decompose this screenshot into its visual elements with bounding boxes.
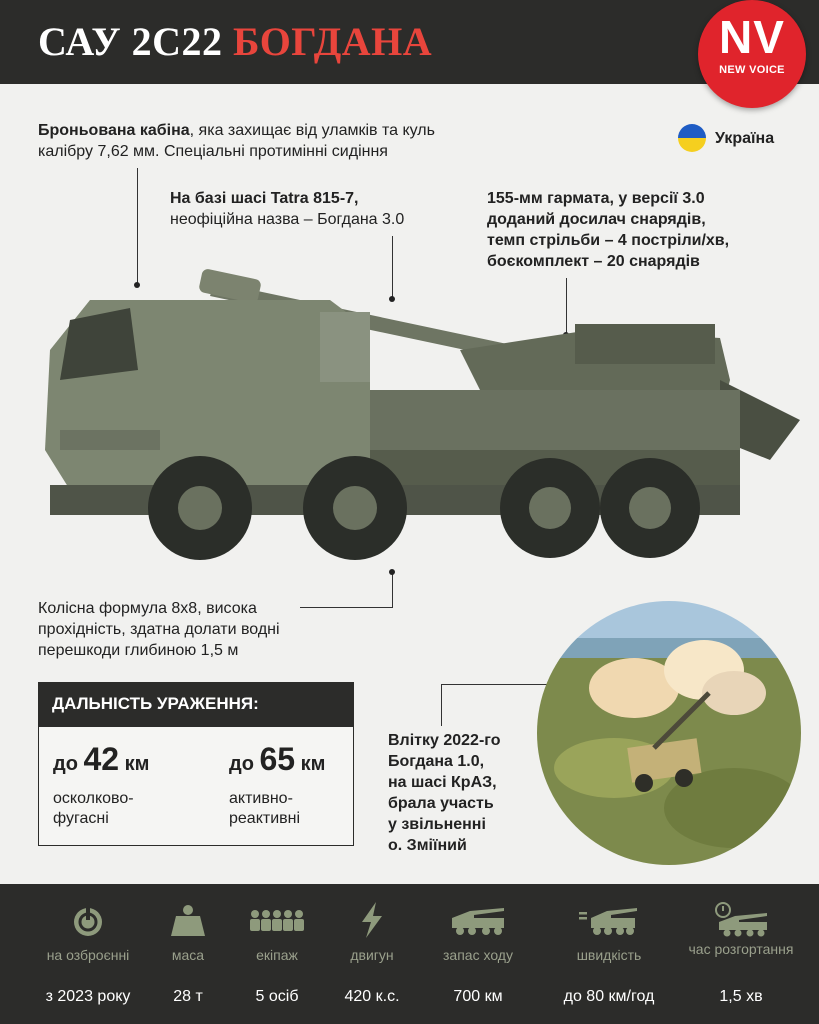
- gun-line1: 155-мм гармата, у версії 3.0: [487, 190, 705, 207]
- callout-cabin: [38, 120, 508, 162]
- header-bar: [0, 0, 819, 84]
- range-rap-value: 65: [259, 741, 296, 777]
- nv-logo[interactable]: [698, 0, 806, 108]
- page-title: [38, 18, 432, 65]
- callout-wheels: [38, 598, 328, 661]
- crew-icon: [247, 902, 307, 938]
- ukraine-flag-icon: [678, 124, 706, 152]
- spec-value: 1,5 хв: [719, 988, 763, 1005]
- range-hef-desc1: осколково-: [53, 790, 134, 807]
- lightning-icon: [342, 902, 402, 938]
- spec-value: до 80 км/год: [563, 988, 655, 1005]
- history-leader-line: [441, 684, 442, 726]
- spec-value: 700 км: [453, 988, 503, 1005]
- title-model: САУ 2С22: [38, 19, 223, 64]
- howitzer-vehicle-image: [30, 260, 800, 580]
- history-line2: Богдана 1.0,: [388, 753, 485, 770]
- power-icon: [58, 902, 118, 938]
- title-name: БОГДАНА: [233, 19, 433, 64]
- gun-line2: доданий досилач снарядів,: [487, 211, 706, 228]
- range-rap-unit: км: [300, 753, 326, 775]
- weight-icon: [158, 902, 218, 938]
- vehicle-icon: [448, 902, 508, 938]
- logo-sub-text: NEW VOICE: [719, 64, 785, 76]
- country-label: Україна: [715, 130, 775, 147]
- spec-label: час розгортання: [688, 941, 794, 957]
- range-rap-desc2: реактивні: [229, 810, 301, 827]
- range-rap-desc1: активно-: [229, 790, 293, 807]
- spec-value: 28 т: [173, 988, 203, 1005]
- spec-label: екіпаж: [256, 947, 298, 963]
- callout-history: [388, 730, 548, 856]
- wheels-line3: перешкоди глибиною 1,5 м: [38, 642, 239, 659]
- specs-footer: [0, 884, 819, 1024]
- spec-label: запас ходу: [443, 947, 513, 963]
- range-hef-value: 42: [83, 741, 120, 777]
- callout-chassis: [170, 188, 470, 230]
- cabin-rest: , яка захищає від уламків та куль: [189, 122, 435, 139]
- spec-value: 420 к.с.: [344, 988, 400, 1005]
- speed-vehicle-icon: [579, 902, 639, 938]
- cabin-bold: Броньована кабіна: [38, 122, 190, 139]
- timer-vehicle-icon: [711, 902, 771, 938]
- range-hef-prefix: до: [53, 753, 78, 775]
- gun-line3: темп стрільби – 4 постріли/хв,: [487, 232, 730, 249]
- range-hef-desc2: фугасні: [53, 810, 109, 827]
- logo-main-text: NV: [719, 11, 785, 63]
- range-rap: [229, 741, 325, 778]
- spec-value: 5 осіб: [255, 988, 299, 1005]
- history-line1: Влітку 2022-го: [388, 732, 501, 749]
- history-line5: у звільненні: [388, 816, 486, 833]
- history-line4: брала участь: [388, 795, 494, 812]
- range-hef: [53, 741, 149, 778]
- cabin-line2: калібру 7,62 мм. Спеціальні протимінні сидіння: [38, 143, 388, 160]
- history-line3: на шасі КрАЗ,: [388, 774, 497, 791]
- wheels-leader-line: [392, 572, 393, 608]
- range-hef-unit: км: [124, 753, 150, 775]
- range-heading: ДАЛЬНІСТЬ УРАЖЕННЯ:: [38, 682, 354, 726]
- range-rap-desc: [229, 789, 300, 829]
- spec-label: маса: [171, 947, 205, 963]
- gun-line4: боєкомплект – 20 снарядів: [487, 253, 700, 270]
- snake-island-photo: [534, 598, 804, 868]
- spec-label: двигун: [350, 947, 394, 963]
- wheels-leader-dot: [389, 569, 395, 575]
- spec-label: швидкість: [576, 947, 642, 963]
- range-box: [38, 726, 354, 846]
- chassis-line1: На базі шасі Tatra 815-7,: [170, 190, 359, 207]
- range-rap-prefix: до: [229, 753, 254, 775]
- spec-label: на озброєнні: [46, 947, 130, 963]
- wheels-line1: Колісна формула 8x8, висока: [38, 600, 257, 617]
- spec-value: з 2023 року: [45, 988, 131, 1005]
- wheels-line2: прохідність, здатна долати водні: [38, 621, 280, 638]
- chassis-line2: неофіційна назва – Богдана 3.0: [170, 211, 405, 228]
- history-line6: о. Зміїний: [388, 837, 467, 854]
- range-hef-desc: [53, 789, 134, 829]
